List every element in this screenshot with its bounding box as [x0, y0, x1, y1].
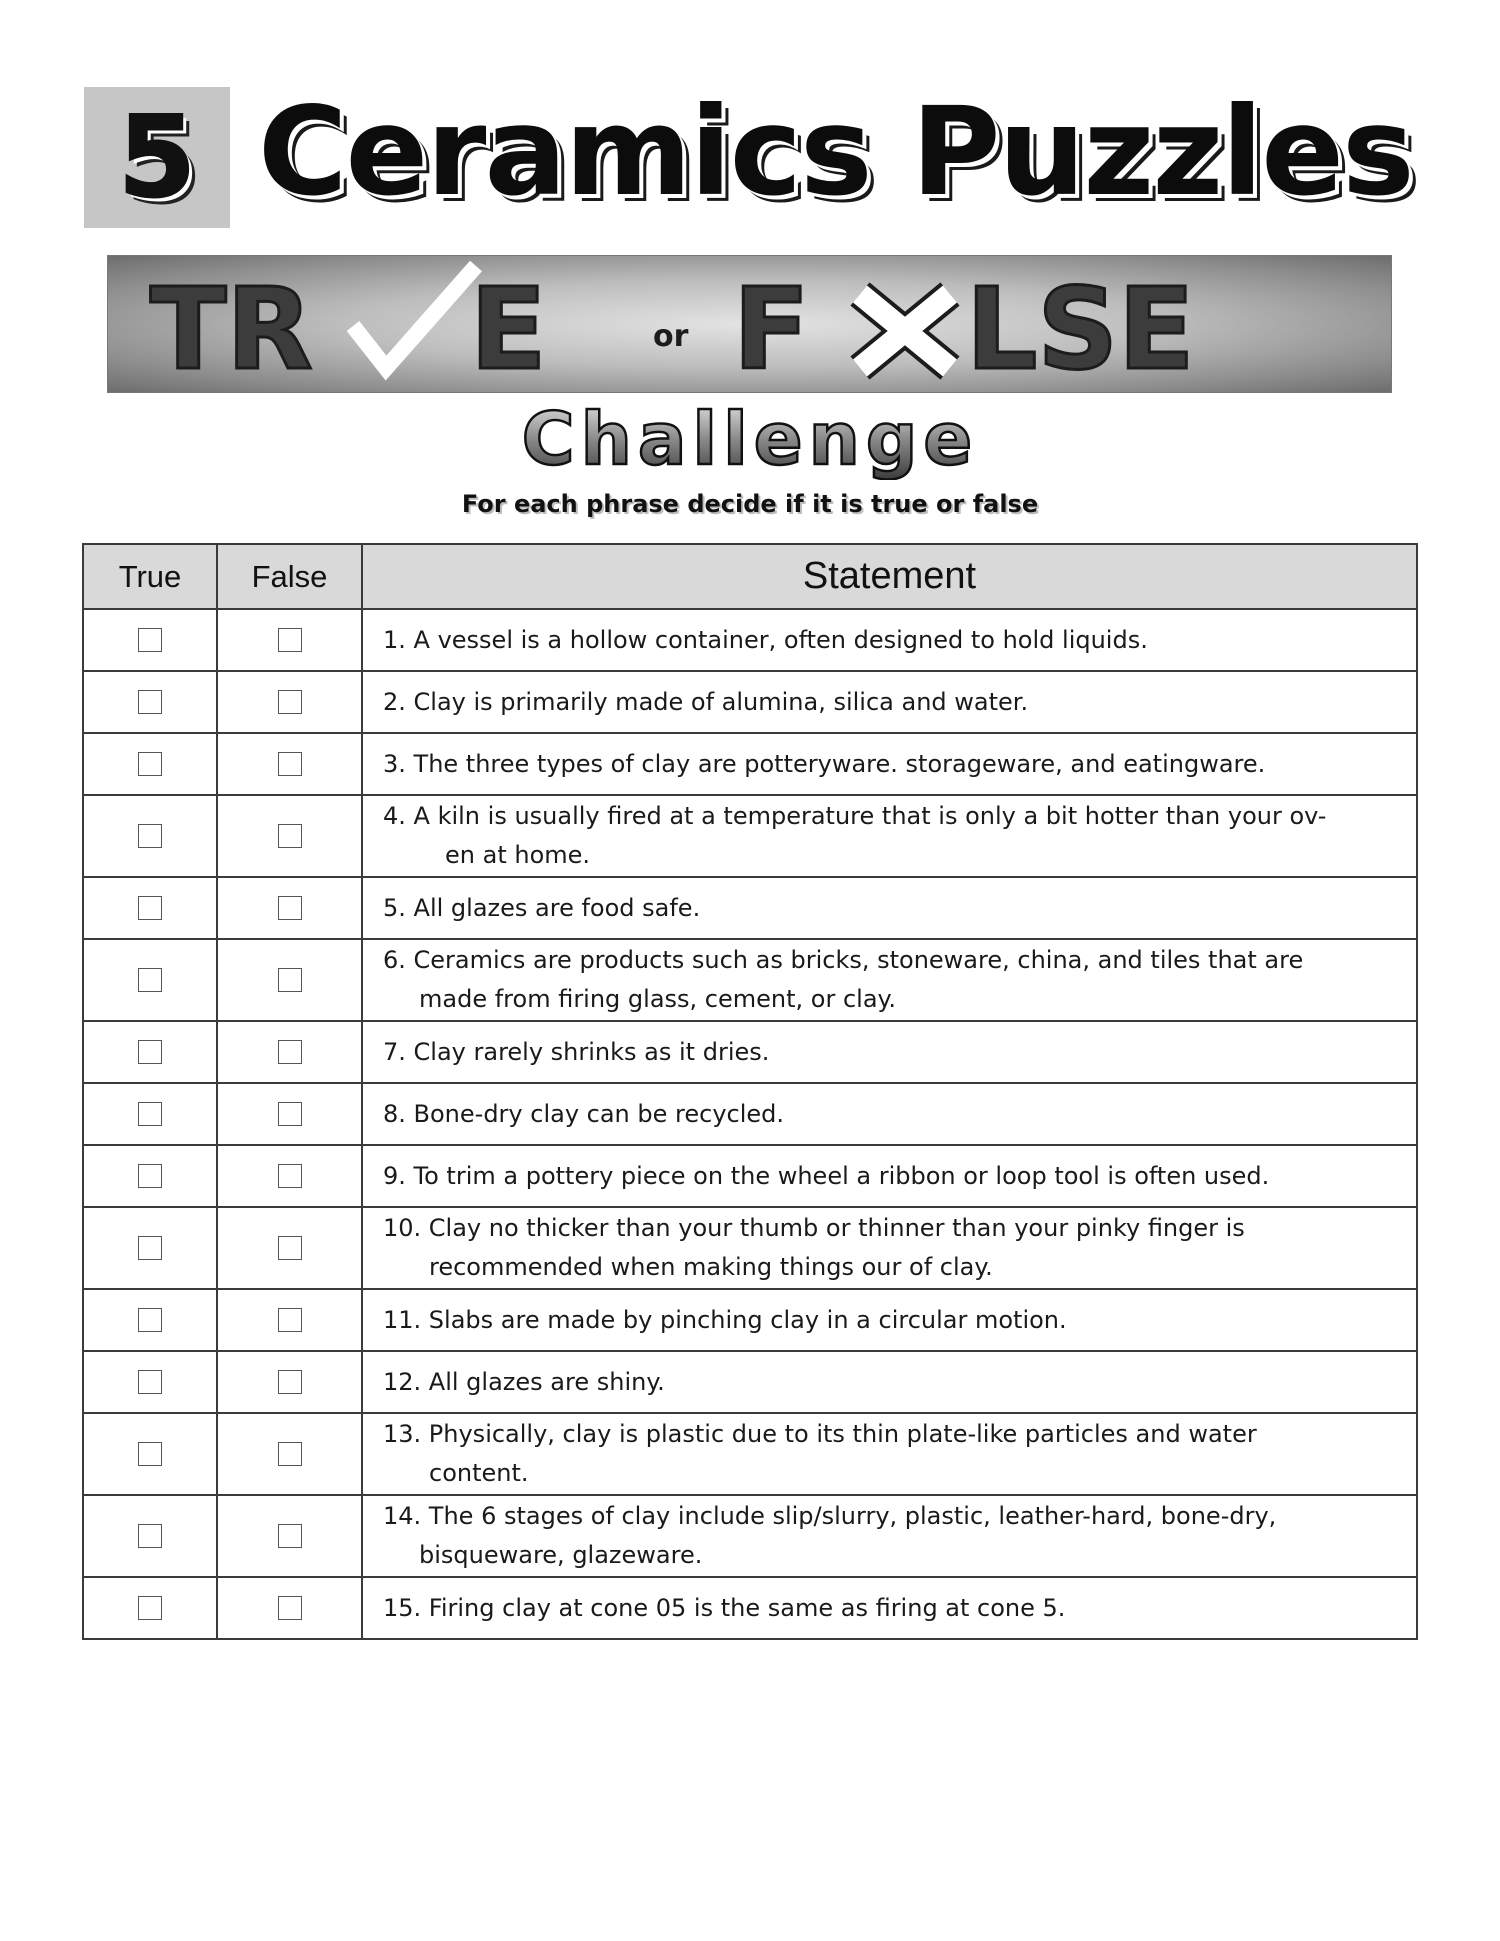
true-cell: [84, 1290, 218, 1350]
false-cell: [218, 878, 363, 938]
statement-text: [383, 941, 1303, 1019]
table-row: [84, 876, 1416, 938]
false-checkbox[interactable]: [278, 824, 302, 848]
false-checkbox[interactable]: [278, 1164, 302, 1188]
true-checkbox[interactable]: [138, 824, 162, 848]
table-row: [84, 732, 1416, 794]
false-checkbox[interactable]: [278, 1524, 302, 1548]
false-checkbox[interactable]: [278, 968, 302, 992]
false-cell: [218, 796, 363, 876]
false-cell: [218, 1290, 363, 1350]
true-checkbox[interactable]: [138, 1102, 162, 1126]
true-cell: [84, 878, 218, 938]
true-checkbox[interactable]: [138, 1524, 162, 1548]
statement-text: [383, 1362, 665, 1402]
table-row: [84, 608, 1416, 670]
statement-cell: [363, 1352, 1416, 1412]
true-checkbox[interactable]: [138, 1442, 162, 1466]
true-checkbox[interactable]: [138, 1236, 162, 1260]
true-checkbox[interactable]: [138, 1308, 162, 1332]
true-cell: [84, 1022, 218, 1082]
true-cell: [84, 1084, 218, 1144]
false-cell: [218, 672, 363, 732]
statement-cell: [363, 672, 1416, 732]
true-cell: [84, 1496, 218, 1576]
false-cell: [218, 610, 363, 670]
statement-text: [383, 1588, 1065, 1628]
false-cell: [218, 1022, 363, 1082]
true-cell: [84, 672, 218, 732]
true-cell: [84, 940, 218, 1020]
true-false-table: [82, 543, 1418, 1640]
statement-text: [383, 1094, 784, 1134]
statement-text: [383, 888, 700, 928]
table-row: [84, 1576, 1416, 1638]
statement-line: 11. Slabs are made by pinching clay in a circular motion.: [383, 1306, 1067, 1334]
statement-line: 12. All glazes are shiny.: [383, 1368, 665, 1396]
statement-text: [383, 744, 1265, 784]
table-row: [84, 670, 1416, 732]
false-checkbox[interactable]: [278, 1308, 302, 1332]
challenge-heading: [300, 400, 1200, 480]
statement-line: 1. A vessel is a hollow container, often designed to hold liquids.: [383, 626, 1148, 654]
statement-line: 9. To trim a pottery piece on the wheel a ribbon or loop tool is often used.: [383, 1162, 1270, 1190]
statement-text: [383, 1209, 1245, 1287]
banner-word-tr: TR: [150, 265, 313, 392]
statement-line: 6. Ceramics are products such as bricks, stoneware, china, and tiles that are: [383, 946, 1304, 974]
statement-line: 15. Firing clay at cone 05 is the same as firing at cone 5.: [383, 1594, 1066, 1622]
statement-continuation-line: en at home.: [445, 841, 591, 869]
header-true: True: [84, 545, 218, 608]
statement-text: [383, 1497, 1276, 1575]
statement-line: 5. All glazes are food safe.: [383, 894, 701, 922]
statement-cell: [363, 796, 1416, 876]
statement-line: 4. A kiln is usually fired at a temperature that is only a bit hotter than your ov-: [383, 802, 1327, 830]
header-false: False: [218, 545, 363, 608]
false-cell: [218, 1084, 363, 1144]
true-checkbox[interactable]: [138, 628, 162, 652]
checkmark-icon: [353, 266, 476, 368]
statement-cell: [363, 1146, 1416, 1206]
false-checkbox[interactable]: [278, 1596, 302, 1620]
true-checkbox[interactable]: [138, 1370, 162, 1394]
false-checkbox[interactable]: [278, 1040, 302, 1064]
statement-text: [383, 1300, 1067, 1340]
table-row: [84, 1412, 1416, 1494]
table-row: [84, 1494, 1416, 1576]
x-mark-icon: [860, 294, 950, 368]
true-checkbox[interactable]: [138, 896, 162, 920]
statement-text: [383, 682, 1028, 722]
true-cell: [84, 1208, 218, 1288]
statement-text: [383, 1415, 1257, 1493]
false-cell: [218, 734, 363, 794]
statement-text: [383, 1156, 1269, 1196]
statement-text: [383, 1032, 769, 1072]
table-row: [84, 938, 1416, 1020]
statement-continuation-line: recommended when making things our of clay.: [429, 1253, 993, 1281]
banner-word-lse: LSE: [966, 265, 1195, 392]
false-checkbox[interactable]: [278, 1236, 302, 1260]
table-header-row: [84, 545, 1416, 608]
true-or-false-banner: [107, 255, 1392, 393]
statement-cell: [363, 1290, 1416, 1350]
false-cell: [218, 1208, 363, 1288]
false-cell: [218, 1146, 363, 1206]
statement-cell: [363, 1084, 1416, 1144]
table-row: [84, 1144, 1416, 1206]
banner-word-f: F: [733, 265, 810, 392]
statement-cell: [363, 1022, 1416, 1082]
statement-continuation-line: bisqueware, glazeware.: [419, 1541, 703, 1569]
false-cell: [218, 940, 363, 1020]
false-cell: [218, 1352, 363, 1412]
table-row: [84, 1020, 1416, 1082]
false-cell: [218, 1414, 363, 1494]
puzzle-number-badge: [84, 87, 230, 228]
false-checkbox[interactable]: [278, 1442, 302, 1466]
false-cell: [218, 1578, 363, 1638]
statement-line: 8. Bone-dry clay can be recycled.: [383, 1100, 785, 1128]
true-checkbox[interactable]: [138, 690, 162, 714]
banner-word-e: E: [470, 265, 547, 392]
true-checkbox[interactable]: [138, 752, 162, 776]
table-row: [84, 794, 1416, 876]
statement-line: 14. The 6 stages of clay include slip/slurry, plastic, leather-hard, bone-dry,: [383, 1502, 1277, 1530]
false-checkbox[interactable]: [278, 690, 302, 714]
instructions: For each phrase decide if it is true or false: [461, 490, 1039, 518]
true-cell: [84, 1578, 218, 1638]
false-checkbox[interactable]: [278, 628, 302, 652]
statement-line: 2. Clay is primarily made of alumina, silica and water.: [383, 688, 1029, 716]
statement-line: 13. Physically, clay is plastic due to its thin plate-like particles and water: [383, 1420, 1257, 1448]
statement-continuation-line: content.: [429, 1459, 529, 1487]
challenge-text: Challenge: [521, 400, 979, 480]
true-cell: [84, 734, 218, 794]
statement-cell: [363, 1208, 1416, 1288]
table-row: [84, 1206, 1416, 1288]
statement-cell: [363, 734, 1416, 794]
header-statement: Statement: [802, 555, 977, 597]
false-checkbox[interactable]: [278, 752, 302, 776]
statement-line: 7. Clay rarely shrinks as it dries.: [383, 1038, 770, 1066]
statement-cell: [363, 610, 1416, 670]
true-cell: [84, 1414, 218, 1494]
true-cell: [84, 796, 218, 876]
true-checkbox[interactable]: [138, 1040, 162, 1064]
banner-word-or: or: [653, 319, 689, 354]
false-checkbox[interactable]: [278, 1370, 302, 1394]
true-cell: [84, 1146, 218, 1206]
statement-cell: [363, 1496, 1416, 1576]
true-checkbox[interactable]: [138, 968, 162, 992]
true-checkbox[interactable]: [138, 1596, 162, 1620]
statement-cell: [363, 1578, 1416, 1638]
page-title: Ceramics Puzzles: [258, 81, 1413, 223]
statement-cell: [363, 1414, 1416, 1494]
true-checkbox[interactable]: [138, 1164, 162, 1188]
puzzle-number: 5: [118, 92, 196, 223]
table-row: [84, 1082, 1416, 1144]
statement-line: 3. The three types of clay are potteryware. storageware, and eatingware.: [383, 750, 1266, 778]
false-checkbox[interactable]: [278, 896, 302, 920]
true-cell: [84, 610, 218, 670]
statement-cell: [363, 940, 1416, 1020]
statement-line: 10. Clay no thicker than your thumb or thinner than your pinky finger is: [383, 1214, 1245, 1242]
statement-cell: [363, 878, 1416, 938]
table-row: [84, 1288, 1416, 1350]
statement-continuation-line: made from firing glass, cement, or clay.: [419, 985, 896, 1013]
statement-text: [383, 797, 1326, 875]
statement-text: [383, 620, 1148, 660]
true-cell: [84, 1352, 218, 1412]
table-row: [84, 1350, 1416, 1412]
false-checkbox[interactable]: [278, 1102, 302, 1126]
false-cell: [218, 1496, 363, 1576]
